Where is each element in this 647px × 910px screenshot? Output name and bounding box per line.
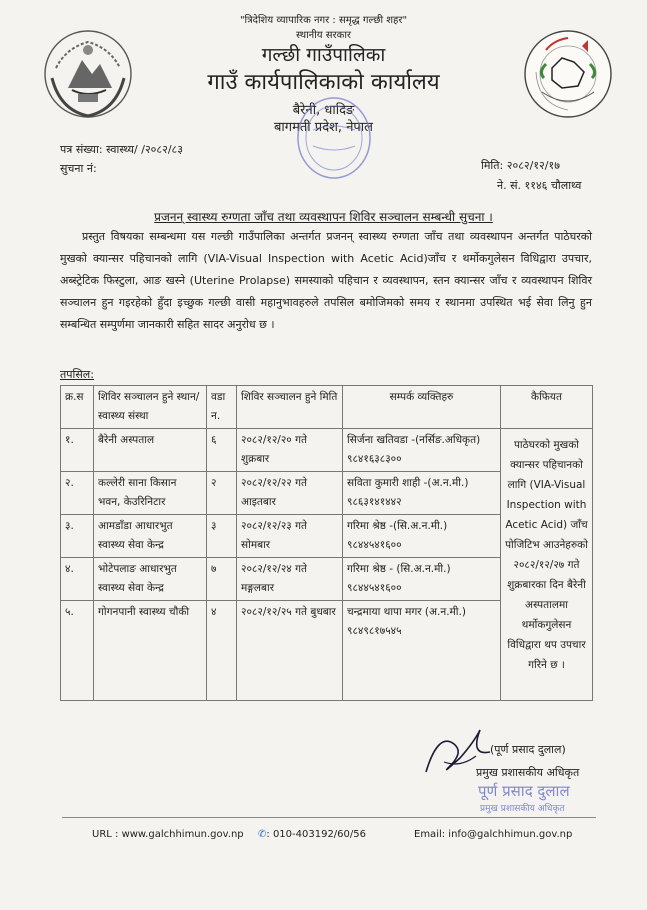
header-slogan: "त्रिदेशिय व्यापारिक नगर : समृद्ध गल्छी शहर"	[239, 15, 408, 26]
row-contact: सिर्जना खतिवडा -(नर्सिङ.अधिकृत) ९८४१६३८३००	[343, 429, 501, 472]
row-contact: गरिमा श्रेष्ठ -(सि.अ.न.मी.) ९८४४५४१६००	[343, 515, 501, 558]
row-ward: ३	[207, 515, 237, 558]
phone-icon: ✆	[258, 829, 267, 840]
footer-divider	[62, 817, 596, 818]
header-address-line1: बैरेनी, धादिङ	[292, 103, 355, 118]
signatory-title: प्रमुख प्रशासकीय अधिकृत	[476, 766, 580, 779]
letter-number: पत्र संख्या: स्वास्थ्य/ /२०८२/८३	[60, 143, 183, 156]
row-sn: ४.	[61, 558, 94, 601]
nepal-sambat-date: ने. सं. ११४६ चौलाथ्व	[497, 179, 582, 192]
header-location: शिविर सञ्चालन हुने स्थान/स्वास्थ्य संस्था	[94, 386, 207, 429]
table-label: तपसिल:	[60, 368, 94, 381]
camp-schedule-table	[60, 385, 593, 701]
signature-stamp-title: प्रमुख प्रशासकीय अधिकृत	[480, 804, 565, 814]
header-ward: वडा न.	[207, 386, 237, 429]
notice-subject: प्रजनन् स्वास्थ्य रुग्णता जाँच तथा व्यवस्थापन शिविर सञ्चालन सम्बन्धी सुचना ।	[154, 210, 493, 224]
row-location: आमडाँडा आधारभुत स्वास्थ्य सेवा केन्द्र	[94, 515, 207, 558]
table-row	[61, 429, 593, 472]
row-date: २०८२/१२/२० गते शुक्रबार	[237, 429, 343, 472]
row-contact: सविता कुमारी शाही -(अ.न.मी.) ९८६३१४१४४२	[343, 472, 501, 515]
remarks-cell: पाठेघरको मुखको क्यान्सर पहिचानको लागि (VIA-Visual Inspection with Acetic Acid) जाँच पोजिटिभ आउनेहरुको २०८२/१२/२७ गते शुक्रबारका दिन बैरेनी अस्पतालमा थर्मोकगुलेसन विधिद्वारा थप उपचार गरिने छ ।	[501, 429, 593, 701]
row-date: २०८२/१२/२४ गते मङ्गलबार	[237, 558, 343, 601]
table-header-row	[61, 386, 593, 429]
footer-url: URL : www.galchhimun.gov.np	[92, 829, 244, 840]
row-date: २०८२/१२/२५ गते बुधबार	[237, 601, 343, 701]
signatory-name: (पूर्ण प्रसाद दुलाल)	[490, 743, 566, 756]
row-contact: चन्द्रमाया थापा मगर (अ.न.मी.) ९८४९८१७५४५	[343, 601, 501, 701]
row-ward: ६	[207, 429, 237, 472]
notice-number: सुचना नं:	[60, 162, 97, 175]
row-location: भोटेपलाङ आधारभुत स्वास्थ्य सेवा केन्द्र	[94, 558, 207, 601]
header-sn: क्र.स	[61, 386, 94, 429]
footer-email: Email: info@galchhimun.gov.np	[414, 829, 573, 840]
header-date: शिविर सञ्चालन हुने मिति	[237, 386, 343, 429]
row-location: बैरेनी अस्पताल	[94, 429, 207, 472]
row-contact: गरिमा श्रेष्ठ - (सि.अ.न.मी.) ९८४४५४१६००	[343, 558, 501, 601]
row-sn: २.	[61, 472, 94, 515]
letter-reference	[60, 140, 183, 178]
row-location: कल्लेरी साना किसान भवन, केउरिनिटार	[94, 472, 207, 515]
row-ward: ७	[207, 558, 237, 601]
row-sn: ५.	[61, 601, 94, 701]
office-stamp	[295, 94, 373, 182]
letter-date: मिति: २०८२/१२/१७	[481, 159, 560, 172]
row-sn: ३.	[61, 515, 94, 558]
header-remarks: कैफियत	[501, 386, 593, 429]
notice-body: प्रस्तुत विषयका सम्बन्धमा यस गल्छी गाउँपालिका अन्तर्गत प्रजनन् स्वास्थ्य रुग्णता जाँच तथा व्यवस्थापन अन्तर्गत पाठेघरको मुखको क्यान्सर पहिचानको लागि (VIA-Visual Inspection with Acetic Acid)जाँच र थर्मोकगुलेसन विधिद्वारा उपचार, अब्स्ट्रेटिक फिस्टुला, आङ खस्ने (Uterine Prolapse) समस्याको पहिचान र व्यवस्थापन, स्तन क्यान्सर जाँच र व्यवस्थापन शिविर सञ्चालन हुन गइरहेको हुँदा इच्छुक गल्छी वासी महानुभावहरुले तपसिल बमोजिमको समय र स्थानमा उपस्थित भई सेवा लिनु हुन सम्बन्धित सम्पुर्णमा जानकारी सहित सादर अनुरोध छ ।	[60, 230, 592, 331]
row-location: गोगनपानी स्वास्थ्य चौकी	[94, 601, 207, 701]
row-ward: ४	[207, 601, 237, 701]
row-sn: १.	[61, 429, 94, 472]
footer-phone	[258, 829, 366, 840]
row-date: २०८२/१२/२२ गते आइतबार	[237, 472, 343, 515]
row-ward: २	[207, 472, 237, 515]
header-office-name: गाउँ कार्यपालिकाको कार्यालय	[207, 70, 440, 95]
header-address-line2: बागमती प्रदेश, नेपाल	[274, 120, 373, 135]
header-municipality-name: गल्छी गाउँपालिका	[261, 44, 386, 66]
footer-phone-text: : 010-403192/60/56	[266, 829, 366, 840]
header-contact: सम्पर्क व्यक्तिहरु	[343, 386, 501, 429]
row-date: २०८२/१२/२३ गते सोमबार	[237, 515, 343, 558]
header-government: स्थानीय सरकार	[296, 30, 351, 41]
signature-stamp-name: पूर्ण प्रसाद दुलाल	[478, 782, 570, 800]
